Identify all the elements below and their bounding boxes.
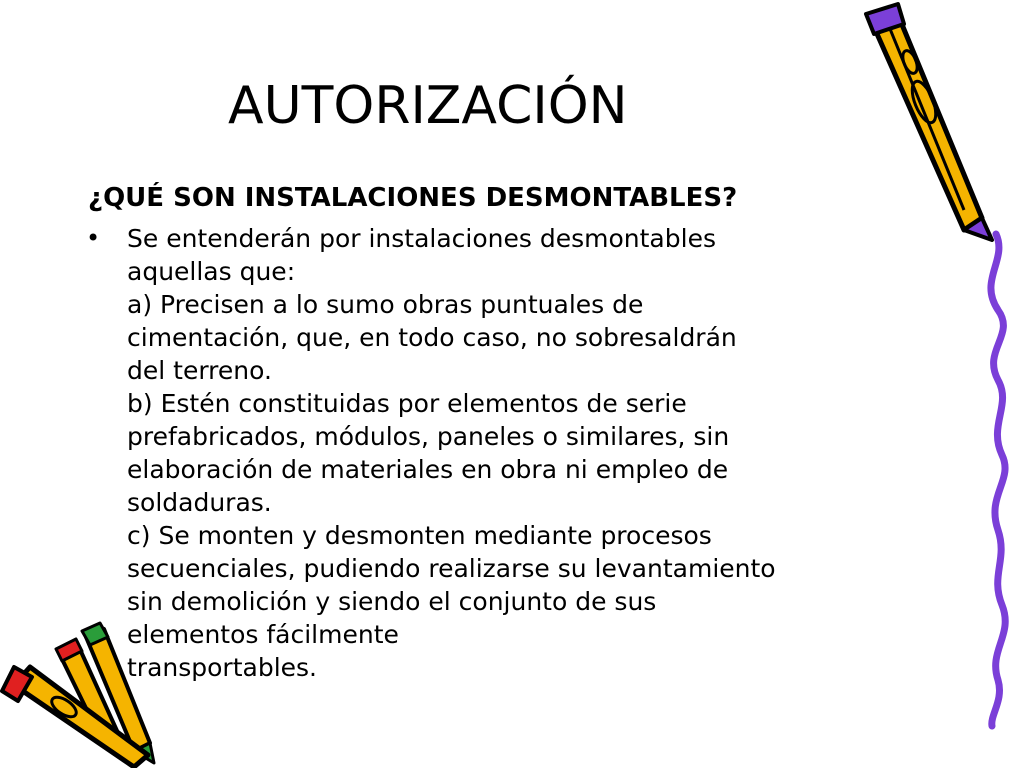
text-line: b) Estén constituidas por elementos de serie — [127, 389, 687, 418]
text-line: c) Se monten y desmonten mediante procesos — [127, 521, 712, 550]
scribble-line — [968, 230, 1024, 730]
text-line: Se entenderán por instalaciones desmontables — [127, 224, 716, 253]
text-line: elementos fácilmente — [127, 620, 399, 649]
text-line: elaboración de materiales en obra ni empleo de — [127, 455, 729, 484]
bullet-item — [86, 222, 926, 684]
text-line: soldaduras. — [127, 488, 272, 517]
bullet-marker: • — [86, 224, 101, 252]
slide-subtitle: ¿QUÉ SON INSTALACIONES DESMONTABLES? — [88, 183, 738, 213]
text-line: prefabricados, módulos, paneles o similares, sin — [127, 422, 730, 451]
pencil-icon — [852, 4, 1002, 244]
bullet-text — [127, 222, 926, 684]
text-line: transportables. — [127, 653, 318, 682]
text-line: aquellas que: — [127, 257, 296, 286]
text-line: sin demolición y siendo el conjunto de sus — [127, 587, 657, 616]
text-line: a) Precisen a lo sumo obras puntuales de — [127, 290, 644, 319]
text-line: cimentación, que, en todo caso, no sobresaldrán — [127, 323, 737, 352]
text-line: del terreno. — [127, 356, 272, 385]
slide-title: AUTORIZACIÓN — [228, 76, 628, 136]
text-line: secuenciales, pudiendo realizarse su levantamiento — [127, 554, 776, 583]
